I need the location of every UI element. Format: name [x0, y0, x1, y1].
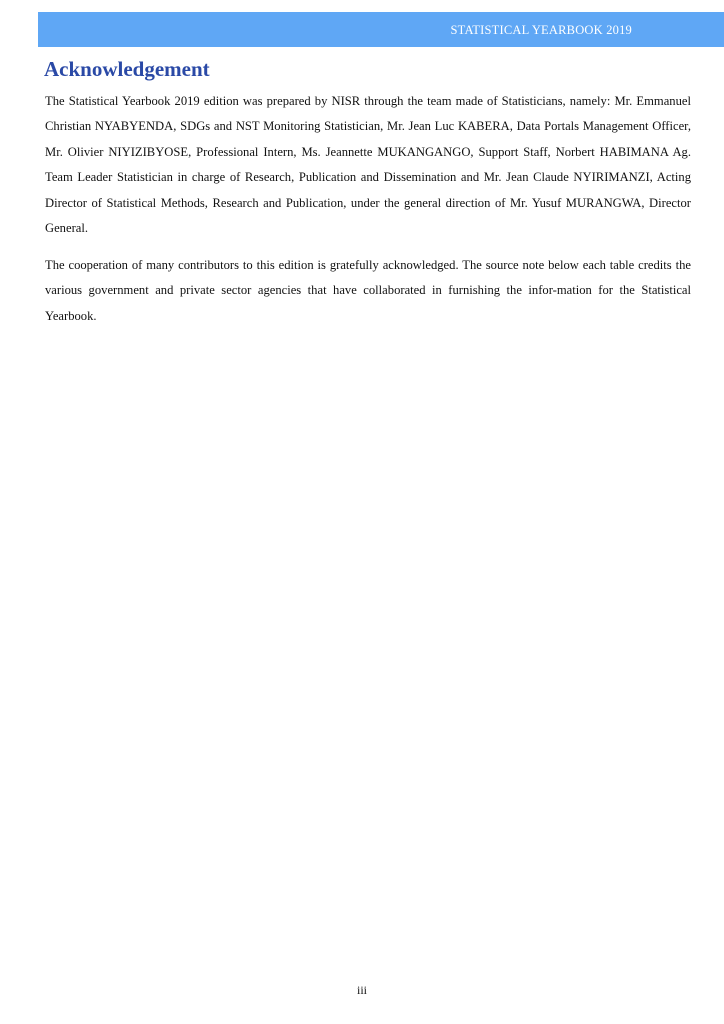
page-number: iii — [356, 983, 367, 997]
acknowledgement-paragraph-team: The Statistical Yearbook 2019 edition was prepared by NISR through the team made of Statisticians, namely: Mr. Emmanuel Christian NYABYENDA, SDGs and NST Monitoring Statistician, Mr. Jean Luc KABERA, Data Portals Management Officer, Mr. Olivier NIYIZIBYOSE, Professional Intern, Ms. Jeannette MUKANGANGO, Support Staff, Norbert HABIMANA Ag. Team Leader Statistician in charge of Research, Publication and Dissemination and Mr. Jean Claude NYIRIMANZI, Acting Director of Statistical Methods, Research and Publication, under the general direction of Mr. Yusuf MURANGWA, Director General. — [45, 94, 691, 236]
header-bar — [38, 12, 724, 47]
page-title: Acknowledgement — [44, 57, 210, 81]
header-title: STATISTICAL YEARBOOK 2019 — [450, 23, 632, 37]
acknowledgement-paragraph-contributors: The cooperation of many contributors to this edition is gratefully acknowledged. The source note below each table credits the various government and private sector agencies that have collaborated in furnishing the infor-mation for the Statistical Yearbook. — [45, 258, 691, 323]
